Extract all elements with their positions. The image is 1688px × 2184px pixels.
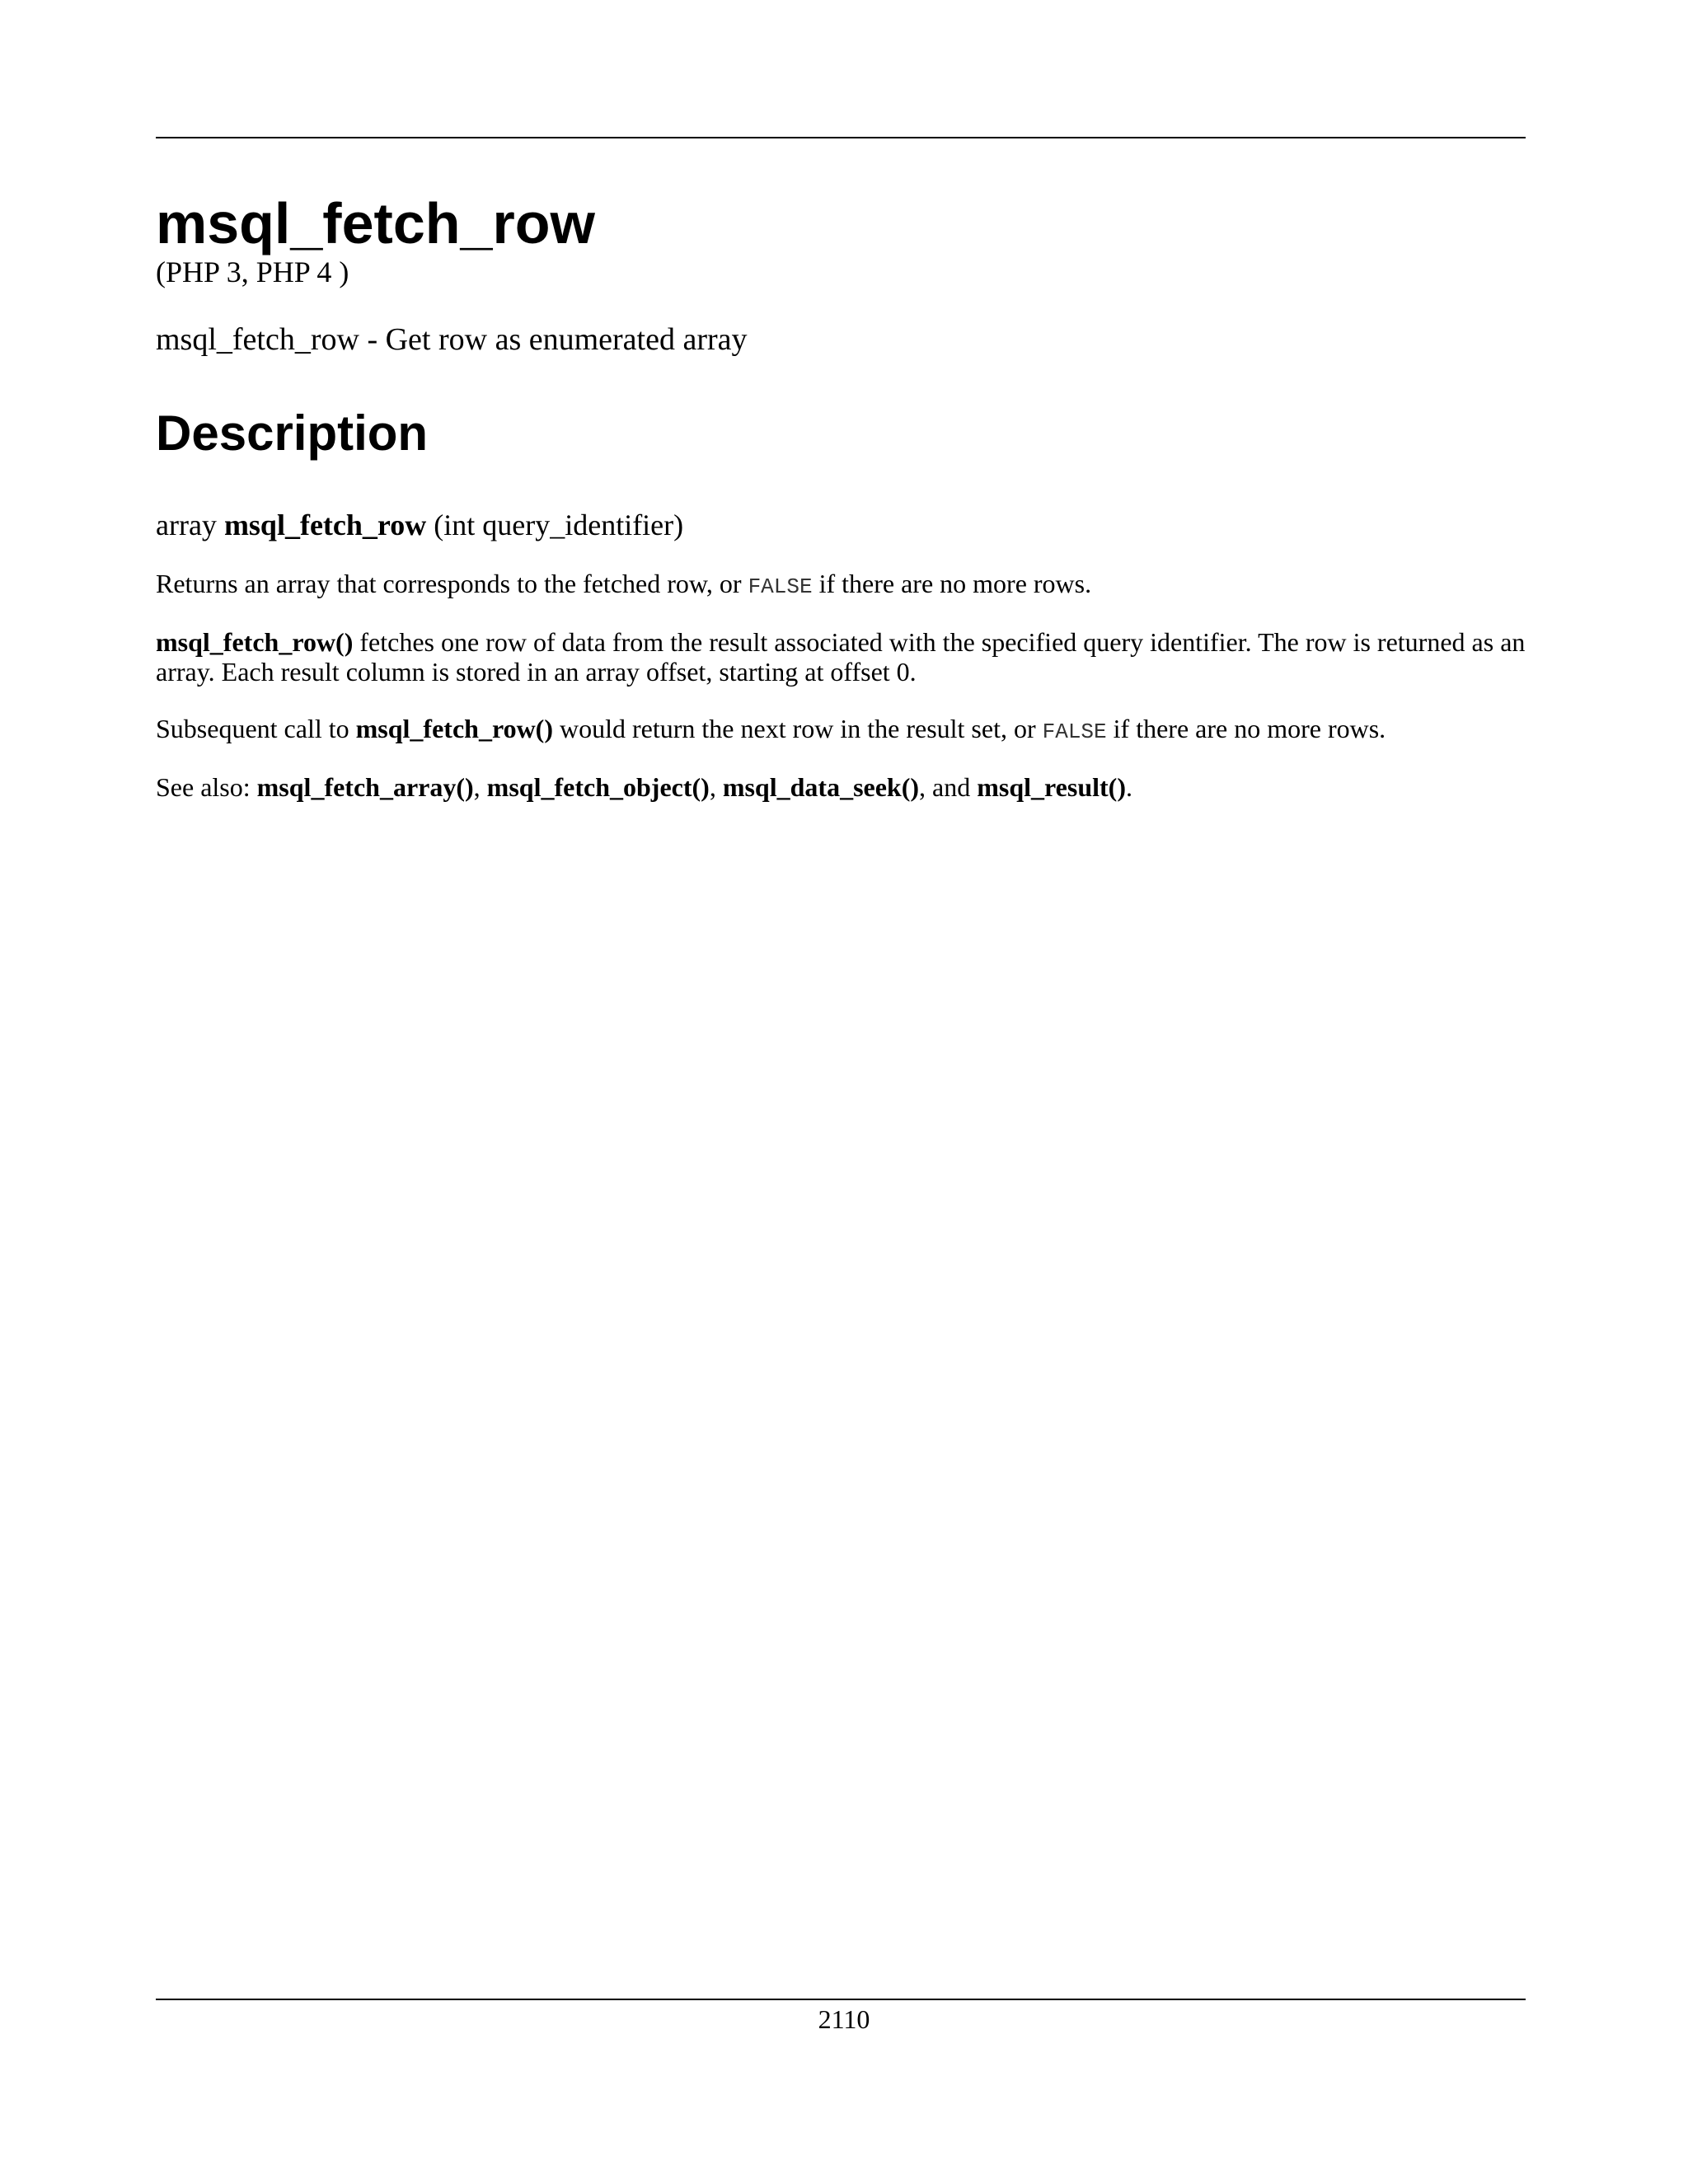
false-constant: FALSE <box>748 574 813 599</box>
subsequent-text-middle: would return the next row in the result set, or <box>552 714 1043 743</box>
function-title: msql_fetch_row <box>156 191 595 255</box>
return-type: array <box>156 509 217 541</box>
false-constant: FALSE <box>1042 719 1107 744</box>
see-also-separator: , <box>709 772 723 802</box>
php-versions: (PHP 3, PHP 4 ) <box>156 255 349 288</box>
function-synopsis <box>156 506 683 544</box>
synopsis-function-name: msql_fetch_row <box>223 509 427 541</box>
see-also-paragraph <box>156 772 1526 802</box>
fetches-paragraph <box>156 627 1532 687</box>
see-also-label: See also: <box>156 772 257 802</box>
subsequent-function-name: msql_fetch_row() <box>355 714 553 743</box>
footer-rule <box>156 1999 1526 2000</box>
see-also-link-fetch-object[interactable]: msql_fetch_object() <box>486 772 710 802</box>
refname: msql_fetch_row <box>156 322 359 357</box>
subsequent-text-end: if there are no more rows. <box>1106 714 1386 743</box>
returns-text: Returns an array that corresponds to the fetched row, or <box>156 569 748 598</box>
synopsis-params: (int query_identifier) <box>434 509 684 541</box>
fetches-text: fetches one row of data from the result associated with the specified query identifier. The row is returned as an array. Each result column is stored in an array offset, starting at offset 0. <box>156 627 1532 687</box>
subsequent-paragraph <box>156 714 1526 747</box>
refpurpose-separator: - <box>359 322 386 357</box>
subsequent-text: Subsequent call to <box>156 714 356 743</box>
page-number: 2110 <box>818 2004 870 2034</box>
returns-paragraph <box>156 569 1526 602</box>
see-also-end: . <box>1125 772 1132 802</box>
returns-text-end: if there are no more rows. <box>812 569 1092 598</box>
see-also-separator: , and <box>919 772 978 802</box>
description-heading: Description <box>156 405 429 461</box>
reference-purpose <box>156 320 748 359</box>
see-also-link-result[interactable]: msql_result() <box>977 772 1126 802</box>
see-also-link-fetch-array[interactable]: msql_fetch_array() <box>256 772 474 802</box>
fetches-function-name: msql_fetch_row() <box>156 627 354 657</box>
see-also-separator: , <box>473 772 487 802</box>
see-also-link-data-seek[interactable]: msql_data_seek() <box>722 772 920 802</box>
header-rule <box>156 137 1526 138</box>
purpose-text: Get row as enumerated array <box>385 322 748 357</box>
